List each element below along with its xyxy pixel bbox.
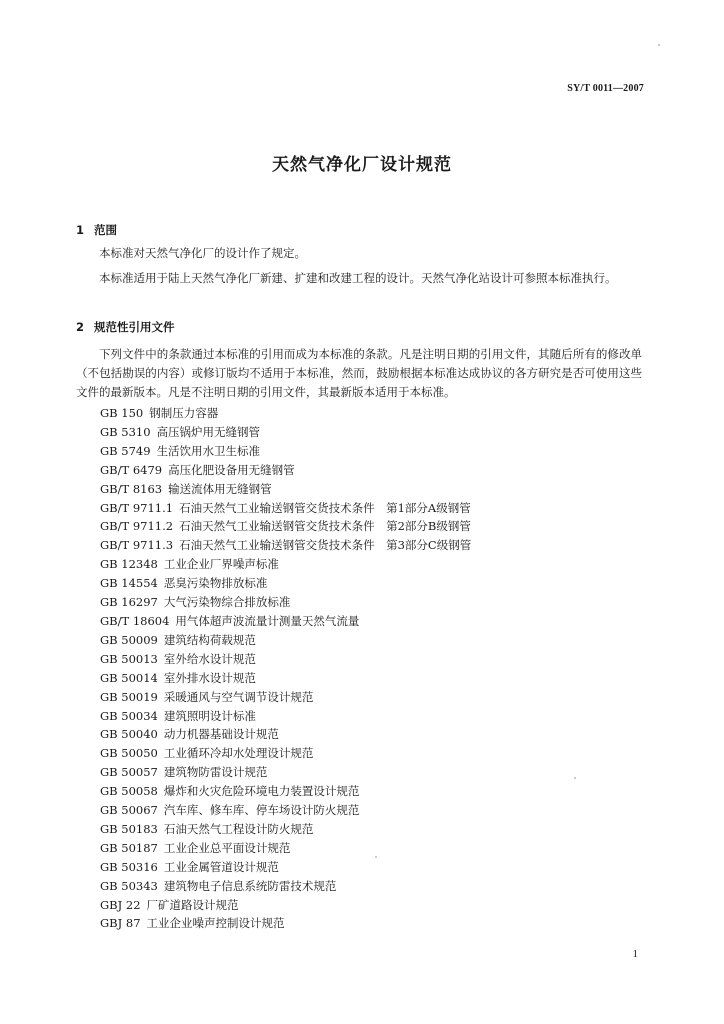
reference-code: GB/T 6479	[100, 462, 163, 477]
reference-title: 建筑物电子信息系统防雷技术规范	[163, 878, 337, 893]
reference-item	[100, 461, 640, 480]
reference-item	[100, 877, 640, 896]
reference-item	[100, 423, 640, 442]
reference-item	[100, 707, 640, 726]
section-title: 范围	[94, 223, 117, 237]
reference-item	[100, 839, 640, 858]
reference-code: GB/T 18604	[100, 613, 170, 628]
reference-item	[100, 517, 640, 536]
reference-code: GB/T 9711.3	[100, 538, 174, 553]
reference-title: 石油天然气工业输送钢管交货技术条件 第2部分B级钢管	[179, 519, 471, 534]
reference-code: GB 50019	[100, 689, 158, 704]
document-title: 天然气净化厂设计规范	[272, 155, 452, 175]
reference-code: GB 50009	[100, 632, 158, 647]
reference-title: 汽车库、修车库、停车场设计防火规范	[163, 803, 360, 818]
reference-code: GB 50040	[100, 727, 158, 742]
reference-code: GB 50050	[100, 746, 158, 761]
page-number: 1	[632, 948, 638, 960]
reference-code: GB 12348	[100, 557, 158, 572]
scan-speck	[574, 777, 576, 779]
reference-code: GB 5749	[100, 443, 151, 458]
reference-title: 室外给水设计规范	[163, 651, 256, 666]
reference-title: 采暖通风与空气调节设计规范	[163, 689, 314, 704]
reference-code: GB 50187	[100, 840, 158, 855]
reference-title: 厂矿道路设计规范	[146, 897, 239, 912]
reference-title: 室外排水设计规范	[163, 670, 256, 685]
reference-title: 恶臭污染物排放标准	[163, 576, 268, 591]
reference-title: 动力机器基础设计规范	[163, 727, 279, 742]
references-intro-paragraph: 下列文件中的条款通过本标准的引用而成为本标准的条款。凡是注明日期的引用文件，其随后所有的修改单（不包括勘误的内容）或修订版均不适用于本标准，然而，鼓励根据本标准达成协议的各方研究是否可使用这些文件的最新版本。凡是不注明日期的引用文件，其最新版本适用于本标准。	[76, 347, 642, 399]
reference-item	[100, 574, 640, 593]
reference-item	[100, 593, 640, 612]
reference-code: GB 150	[100, 406, 144, 420]
scan-speck	[658, 44, 660, 46]
reference-code: GB 50013	[100, 651, 158, 666]
reference-title: 工业循环冷却水处理设计规范	[163, 746, 314, 761]
reference-title: 工业企业噪声控制设计规范	[146, 916, 285, 931]
reference-title: 建筑物防雷设计规范	[163, 765, 268, 780]
reference-title: 建筑结构荷载规范	[163, 632, 256, 647]
reference-code: GB/T 9711.1	[100, 500, 174, 515]
reference-item	[100, 669, 640, 688]
section-title: 规范性引用文件	[94, 320, 175, 334]
reference-item	[100, 650, 640, 669]
reference-title: 钢制压力容器	[149, 406, 219, 420]
reference-title: 石油天然气工业输送钢管交货技术条件 第1部分A级钢管	[179, 500, 471, 515]
reference-title: 工业企业厂界噪声标准	[163, 557, 279, 572]
reference-item	[100, 536, 640, 555]
reference-title: 高压化肥设备用无缝钢管	[168, 462, 295, 477]
reference-code: GB 50058	[100, 784, 158, 799]
reference-item	[100, 631, 640, 650]
reference-code: GB 50014	[100, 670, 158, 685]
reference-title: 输送流体用无缝钢管	[168, 481, 272, 496]
reference-title: 爆炸和火灾危险环境电力装置设计规范	[163, 784, 360, 799]
reference-item	[100, 725, 640, 744]
reference-code: GB 16297	[100, 595, 158, 610]
reference-item	[100, 499, 640, 518]
reference-code: GB 50316	[100, 859, 158, 874]
reference-item	[100, 858, 640, 877]
reference-item	[100, 763, 640, 782]
section-number: 1	[76, 223, 85, 237]
reference-code: GB/T 9711.2	[100, 519, 174, 534]
reference-title: 石油天然气工业输送钢管交货技术条件 第3部分C级钢管	[179, 538, 472, 553]
reference-title: 石油天然气工程设计防火规范	[163, 821, 314, 836]
reference-item	[100, 896, 640, 915]
standard-code: SY/T 0011—2007	[567, 83, 644, 94]
reference-code: GB 50343	[100, 878, 158, 893]
reference-code: GB 50067	[100, 803, 158, 818]
reference-title: 工业金属管道设计规范	[163, 859, 279, 874]
reference-item	[100, 612, 640, 631]
reference-title: 用气体超声波流量计测量天然气流量	[175, 613, 360, 628]
reference-code: GB 14554	[100, 576, 158, 591]
reference-title: 大气污染物综合排放标准	[163, 595, 291, 610]
section-number: 2	[76, 320, 85, 334]
reference-title: 高压锅炉用无缝钢管	[156, 424, 261, 439]
reference-item	[100, 555, 640, 574]
reference-item	[100, 744, 640, 763]
reference-code: GB 50034	[100, 708, 158, 723]
reference-item	[100, 688, 640, 707]
reference-title: 工业企业总平面设计规范	[163, 840, 291, 855]
reference-item	[100, 442, 640, 461]
reference-item	[100, 404, 640, 423]
reference-code: GBJ 87	[100, 916, 141, 931]
scope-paragraph-1: 本标准对天然气净化厂的设计作了规定。	[99, 246, 306, 260]
section-heading-scope	[76, 222, 117, 238]
reference-title: 生活饮用水卫生标准	[156, 443, 261, 458]
reference-code: GB 50057	[100, 765, 158, 780]
reference-item	[100, 914, 640, 933]
section-heading-normative-references	[76, 319, 175, 335]
reference-code: GB 50183	[100, 821, 158, 836]
scope-paragraph-2: 本标准适用于陆上天然气净化厂新建、扩建和改建工程的设计。天然气净化站设计可参照本标准执行。	[99, 271, 617, 285]
reference-code: GB/T 8163	[100, 481, 163, 496]
reference-title: 建筑照明设计标准	[163, 708, 256, 723]
reference-item	[100, 480, 640, 499]
reference-item	[100, 820, 640, 839]
reference-list	[100, 404, 640, 933]
reference-code: GBJ 22	[100, 897, 141, 912]
reference-code: GB 5310	[100, 424, 151, 439]
reference-item	[100, 801, 640, 820]
scan-speck	[375, 856, 377, 858]
reference-item	[100, 782, 640, 801]
